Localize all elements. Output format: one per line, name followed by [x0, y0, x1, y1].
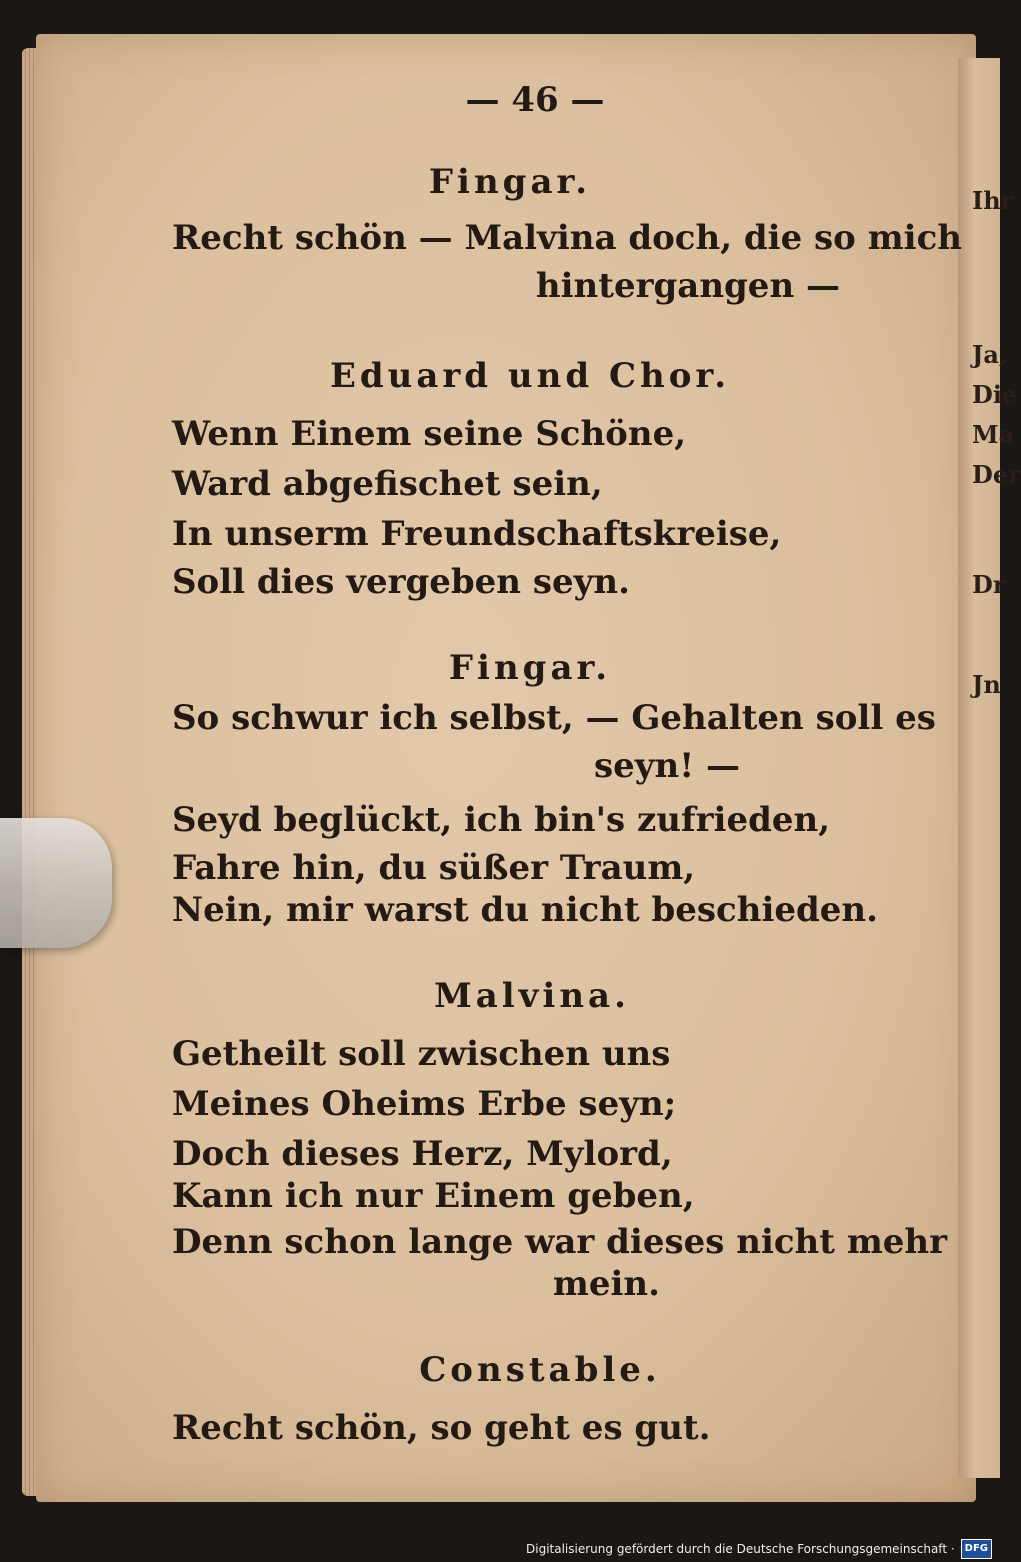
next-page-fragment: Ma: [972, 420, 1015, 449]
dfg-logo: DFG: [961, 1539, 992, 1559]
speaker-malvina: Malvina.: [434, 976, 630, 1016]
next-page-fragment: Ihr: [972, 186, 1014, 215]
next-page-fragment: Ja,: [972, 340, 1008, 369]
verse-line: Seyd beglückt, ich bin's zufrieden,: [172, 800, 831, 840]
verse-line: Ward abgefischet sein,: [172, 464, 603, 504]
next-page-fragment: Der: [972, 460, 1021, 489]
next-page-fragment: Die: [972, 380, 1018, 409]
verse-line: Doch dieses Herz, Mylord,: [172, 1134, 673, 1174]
verse-line: Meines Oheims Erbe seyn;: [172, 1084, 677, 1124]
footer-text: Digitalisierung gefördert durch die Deutsche Forschungsgemeinschaft ·: [526, 1542, 955, 1556]
verse-line: So schwur ich selbst, — Gehalten soll es: [172, 698, 936, 738]
verse-line: mein.: [552, 1264, 660, 1304]
footer-credit: [526, 1540, 992, 1558]
verse-line: Getheilt soll zwischen uns: [172, 1034, 671, 1074]
next-page-fragment: Dr: [972, 570, 1006, 599]
verse-line: Recht schön, so geht es gut.: [172, 1408, 711, 1448]
verse-line: Denn schon lange war dieses nicht mehr: [172, 1222, 948, 1262]
next-page-edge: [958, 58, 1021, 1478]
next-page-fragment: Jn: [972, 670, 1001, 699]
verse-line: In unserm Freundschaftskreise,: [172, 514, 782, 554]
speaker-eduard-und-chor: Eduard und Chor.: [329, 356, 731, 396]
speaker-fingar: Fingar.: [428, 162, 592, 202]
page-clip: [0, 818, 112, 948]
speaker-constable: Constable.: [419, 1350, 661, 1390]
verse-line: hintergangen —: [535, 266, 840, 306]
verse-line: Fahre hin, du süßer Traum,: [172, 848, 696, 888]
verse-line: Wenn Einem seine Schöne,: [172, 414, 687, 454]
verse-line: seyn! —: [593, 746, 740, 786]
speaker-fingar: Fingar.: [448, 648, 612, 688]
verse-line: Kann ich nur Einem geben,: [172, 1176, 695, 1216]
verse-line: Nein, mir warst du nicht beschieden.: [172, 890, 878, 930]
page-number: — 46 —: [465, 80, 605, 120]
verse-line: Soll dies vergeben seyn.: [172, 562, 630, 602]
verse-line: Recht schön — Malvina doch, die so mich: [172, 218, 963, 258]
